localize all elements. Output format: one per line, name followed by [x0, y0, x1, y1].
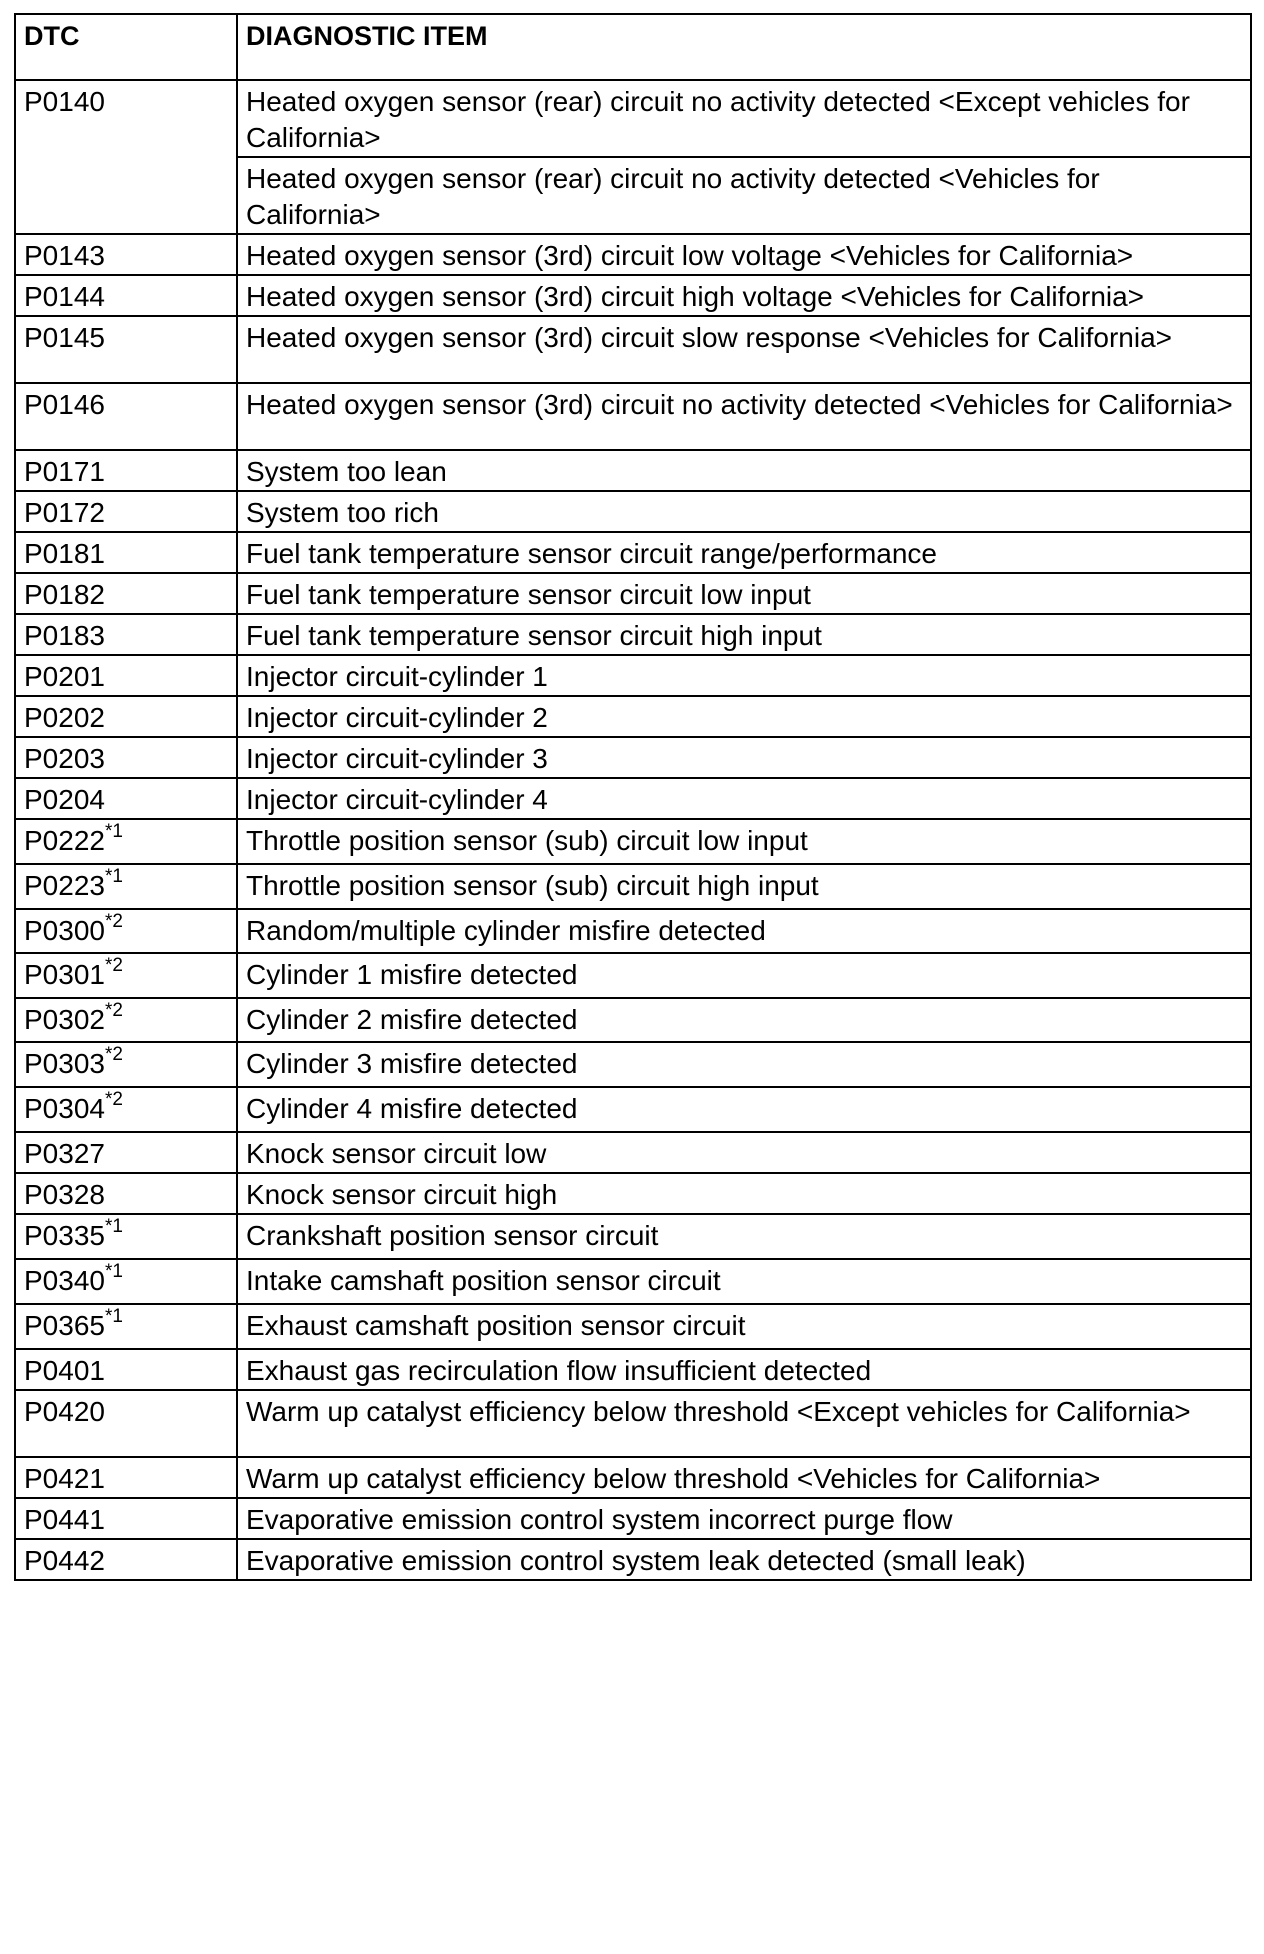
table-row [15, 1173, 1251, 1214]
diagnostic-item-cell: Injector circuit-cylinder 2 [237, 696, 1251, 737]
table-row [15, 1304, 1251, 1349]
dtc-code-cell [15, 953, 237, 998]
table-row [15, 1390, 1251, 1457]
diagnostic-item-cell: Cylinder 3 misfire detected [237, 1042, 1251, 1087]
table-row [15, 655, 1251, 696]
dtc-code: P0172 [24, 497, 105, 528]
diagnostic-item-cell: Injector circuit-cylinder 4 [237, 778, 1251, 819]
dtc-code-cell [15, 234, 237, 275]
diagnostic-item-column-header: DIAGNOSTIC ITEM [237, 14, 1251, 80]
table-row [15, 80, 1251, 157]
diagnostic-item-cell: Evaporative emission control system leak detected (small leak) [237, 1539, 1251, 1580]
dtc-code-cell [15, 80, 237, 234]
dtc-code-cell [15, 1173, 237, 1214]
dtc-code-cell [15, 1214, 237, 1259]
diagnostic-item-cell: Intake camshaft position sensor circuit [237, 1259, 1251, 1304]
diagnostic-item-cell: Throttle position sensor (sub) circuit low input [237, 819, 1251, 864]
dtc-code: P0420 [24, 1396, 105, 1427]
table-row [15, 909, 1251, 953]
table-row [15, 491, 1251, 532]
diagnostic-item-cell: Heated oxygen sensor (3rd) circuit low voltage <Vehicles for California> [237, 234, 1251, 275]
table-row [15, 1132, 1251, 1173]
dtc-code: P0401 [24, 1355, 105, 1386]
diagnostic-item-cell: Fuel tank temperature sensor circuit range/performance [237, 532, 1251, 573]
dtc-code: P0302 [24, 1004, 105, 1035]
header-row [15, 14, 1251, 80]
dtc-code: P0303 [24, 1048, 105, 1079]
table-row [15, 383, 1251, 450]
diagnostic-item-cell: Warm up catalyst efficiency below threshold <Except vehicles for California> [237, 1390, 1251, 1457]
dtc-code-cell [15, 1132, 237, 1173]
dtc-code: P0201 [24, 661, 105, 692]
diagnostic-item-cell: Evaporative emission control system incorrect purge flow [237, 1498, 1251, 1539]
dtc-code-cell [15, 383, 237, 450]
diagnostic-item-cell: Cylinder 1 misfire detected [237, 953, 1251, 998]
dtc-code-cell [15, 1087, 237, 1132]
footnote-marker: *1 [104, 865, 123, 887]
dtc-code: P0365 [24, 1310, 105, 1341]
diagnostic-item-cell: Knock sensor circuit high [237, 1173, 1251, 1214]
footnote-marker: *1 [104, 1305, 123, 1327]
dtc-code: P0335 [24, 1220, 105, 1251]
diagnostic-item-cell: Injector circuit-cylinder 3 [237, 737, 1251, 778]
table-row [15, 1087, 1251, 1132]
footnote-marker: *1 [104, 1260, 123, 1282]
dtc-code: P0202 [24, 702, 105, 733]
table-row [15, 1259, 1251, 1304]
dtc-code-cell [15, 819, 237, 864]
diagnostic-item-cell: Crankshaft position sensor circuit [237, 1214, 1251, 1259]
dtc-code-cell [15, 1498, 237, 1539]
table-row [15, 864, 1251, 909]
dtc-code-cell [15, 614, 237, 655]
dtc-code-cell [15, 1390, 237, 1457]
dtc-code-cell [15, 696, 237, 737]
table-row [15, 573, 1251, 614]
dtc-code-cell [15, 573, 237, 614]
dtc-code-cell [15, 864, 237, 909]
diagnostic-item-cell: Fuel tank temperature sensor circuit high input [237, 614, 1251, 655]
footnote-marker: *2 [104, 999, 123, 1021]
dtc-code: P0301 [24, 959, 105, 990]
footnote-marker: *2 [104, 1043, 123, 1065]
dtc-code: P0304 [24, 1093, 105, 1124]
diagnostic-item-cell: Exhaust gas recirculation flow insufficient detected [237, 1349, 1251, 1390]
table-row [15, 1042, 1251, 1087]
table-row [15, 1457, 1251, 1498]
dtc-code-cell [15, 909, 237, 953]
dtc-code: P0182 [24, 579, 105, 610]
table-row [15, 778, 1251, 819]
diagnostic-item-cell: Injector circuit-cylinder 1 [237, 655, 1251, 696]
dtc-column-header: DTC [15, 14, 237, 80]
dtc-code: P0328 [24, 1179, 105, 1210]
diagnostic-item-cell: System too rich [237, 491, 1251, 532]
diagnostic-item-cell: Cylinder 2 misfire detected [237, 998, 1251, 1042]
diagnostic-item-cell: Heated oxygen sensor (3rd) circuit slow response <Vehicles for California> [237, 316, 1251, 383]
dtc-code-cell [15, 1042, 237, 1087]
dtc-code-cell [15, 1304, 237, 1349]
dtc-code-cell [15, 655, 237, 696]
dtc-code-cell [15, 1457, 237, 1498]
diagnostic-item-cell: Heated oxygen sensor (3rd) circuit no activity detected <Vehicles for California> [237, 383, 1251, 450]
footnote-marker: *2 [104, 954, 123, 976]
dtc-code: P0181 [24, 538, 105, 569]
dtc-code-cell [15, 998, 237, 1042]
dtc-code: P0442 [24, 1545, 105, 1576]
dtc-code: P0146 [24, 389, 105, 420]
dtc-code-cell [15, 1539, 237, 1580]
dtc-table [14, 13, 1252, 1581]
table-row [15, 953, 1251, 998]
diagnostic-item-cell: Fuel tank temperature sensor circuit low input [237, 573, 1251, 614]
table-row [15, 1214, 1251, 1259]
table-row [15, 316, 1251, 383]
dtc-code-cell [15, 532, 237, 573]
dtc-code-cell [15, 316, 237, 383]
table-row [15, 532, 1251, 573]
dtc-code: P0421 [24, 1463, 105, 1494]
dtc-code-cell [15, 275, 237, 316]
dtc-code-cell [15, 1349, 237, 1390]
table-body [15, 80, 1251, 1580]
footnote-marker: *1 [104, 1215, 123, 1237]
dtc-code: P0223 [24, 870, 105, 901]
footnote-marker: *2 [104, 1088, 123, 1110]
dtc-code: P0171 [24, 456, 105, 487]
dtc-code-cell [15, 778, 237, 819]
diagnostic-item-cell: Knock sensor circuit low [237, 1132, 1251, 1173]
footnote-marker: *1 [104, 820, 123, 842]
table-row [15, 998, 1251, 1042]
table-row [15, 450, 1251, 491]
dtc-code-cell [15, 450, 237, 491]
table-row [15, 1539, 1251, 1580]
diagnostic-item-cell: Heated oxygen sensor (rear) circuit no activity detected <Except vehicles for California> [237, 80, 1251, 157]
dtc-code: P0140 [24, 86, 105, 117]
dtc-code: P0222 [24, 825, 105, 856]
dtc-code: P0204 [24, 784, 105, 815]
table-row [15, 234, 1251, 275]
table-row [15, 1349, 1251, 1390]
diagnostic-item-cell: Cylinder 4 misfire detected [237, 1087, 1251, 1132]
diagnostic-item-cell: Heated oxygen sensor (3rd) circuit high voltage <Vehicles for California> [237, 275, 1251, 316]
footnote-marker: *2 [104, 910, 123, 932]
dtc-code: P0183 [24, 620, 105, 651]
diagnostic-item-cell: Random/multiple cylinder misfire detected [237, 909, 1251, 953]
table-row [15, 1498, 1251, 1539]
diagnostic-item-cell: Warm up catalyst efficiency below threshold <Vehicles for California> [237, 1457, 1251, 1498]
dtc-code-cell [15, 1259, 237, 1304]
dtc-code-cell [15, 737, 237, 778]
table-row [15, 614, 1251, 655]
table-row [15, 819, 1251, 864]
table-row [15, 696, 1251, 737]
dtc-code: P0203 [24, 743, 105, 774]
diagnostic-item-cell: System too lean [237, 450, 1251, 491]
diagnostic-item-cell: Heated oxygen sensor (rear) circuit no activity detected <Vehicles for California> [237, 157, 1251, 234]
dtc-code: P0143 [24, 240, 105, 271]
dtc-code: P0145 [24, 322, 105, 353]
diagnostic-item-cell: Throttle position sensor (sub) circuit high input [237, 864, 1251, 909]
table-row [15, 737, 1251, 778]
dtc-code: P0144 [24, 281, 105, 312]
dtc-code: P0340 [24, 1265, 105, 1296]
diagnostic-item-cell: Exhaust camshaft position sensor circuit [237, 1304, 1251, 1349]
table-row [15, 275, 1251, 316]
dtc-code-cell [15, 491, 237, 532]
dtc-code: P0441 [24, 1504, 105, 1535]
dtc-code: P0327 [24, 1138, 105, 1169]
dtc-code: P0300 [24, 915, 105, 946]
